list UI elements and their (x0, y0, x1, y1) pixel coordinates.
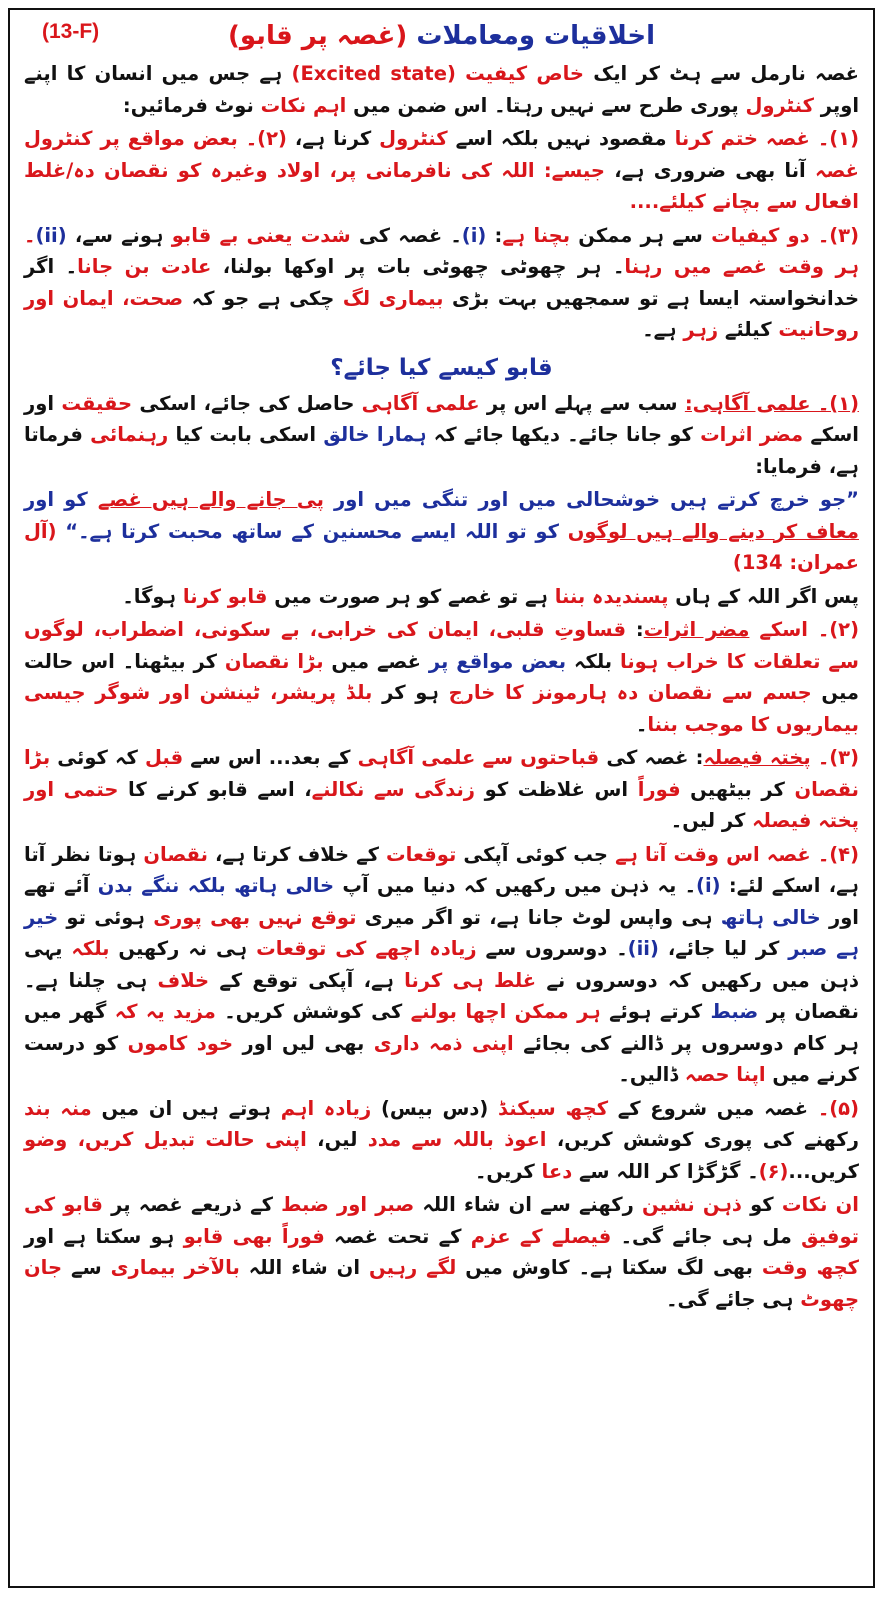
text-run: معاف کر دینے والے ہیں لوگوں (567, 519, 859, 543)
text-run: جیسے: اللہ کی نافرمانی پر، اولاد وغیرہ کو نقصان دہ/غلط افعال سے بچانے کیلئے.... (24, 158, 859, 213)
text-run: بھی لیں اور (233, 1031, 374, 1055)
text-run: قباحتوں سے علمی آگاہی (357, 746, 600, 769)
text-run: گھر میں ہر کام دوسروں پر ڈالنے کی بجائے (24, 1000, 859, 1055)
text-run: کے تحت غصہ (324, 1224, 471, 1248)
text-run: خیر ہے صبر (24, 905, 860, 960)
text-run: اپنی حالت تبدیل کریں، وضو (24, 1128, 307, 1151)
text-run: قابو کرنا (182, 584, 268, 608)
text-run: خود کاموں (127, 1031, 233, 1055)
text-run: ہے تو غصے کو ہر صورت میں (267, 584, 555, 608)
text-run: ان شاء اللہ (239, 1256, 370, 1279)
text-run: کر لیں۔ (670, 809, 753, 832)
text-run: زندگی سے نکالنے (311, 777, 476, 801)
text-run: مل ہی جائے گی۔ (611, 1224, 802, 1248)
text-run: خلاف (157, 968, 210, 992)
text-run: کچھ سیکنڈ (498, 1096, 609, 1120)
text-run: ضبط (710, 1000, 759, 1023)
text-run: بلکہ (71, 937, 110, 960)
text-run: ہے۔ (642, 318, 684, 341)
text-run: ۔ دوسروں سے (476, 937, 628, 960)
text-run: حقیقت (61, 391, 133, 415)
text-run: ڈالیں۔ (618, 1063, 685, 1086)
text-run: بڑا نقصان (24, 746, 860, 801)
text-run: ”جو خرچ کرتے ہیں خوشحالی میں اور تنگی میں اور (323, 488, 859, 511)
text-run: (۳)۔ دو کیفیات (711, 223, 859, 247)
text-run: کو تو اللہ ایسے محسنین کے ساتھ محبت کرتا ہے۔“ (56, 519, 568, 543)
text-run: کریں۔ (474, 1159, 542, 1183)
text-run: ان نکات (781, 1193, 859, 1216)
document-body (24, 58, 859, 1315)
text-run: سے ہر ممکن (570, 223, 712, 247)
text-run: : (486, 223, 503, 247)
text-run: بلڈ پریشر، ٹینشن اور شوگر جیسی بیماریوں کا موجب بننا (24, 681, 859, 736)
text-run: فوراً (637, 777, 681, 801)
text-run: کریں... (788, 1159, 859, 1183)
text-run: ہمارا خالق (323, 423, 427, 446)
text-run: رکھنے سے ان شاء اللہ (414, 1193, 643, 1216)
text-run: مضر اثرات (700, 423, 804, 446)
text-run: قساوتِ قلبی، ایمان کی خرابی، بے سکونی، اضطراب، لوگوں سے تعلقات کا خراب ہونا (24, 618, 859, 673)
text-run: : (626, 618, 644, 641)
text-run: کو اور (24, 488, 98, 511)
text-run: قبل (144, 746, 184, 769)
text-run: ۔ ہر وقت غصے میں رہنا (24, 223, 860, 278)
text-run: (i) (696, 874, 721, 897)
text-run: غلط ہی کرنا (404, 968, 537, 992)
text-run: زہر (683, 318, 719, 341)
text-run: آئے تھے اور (24, 874, 859, 929)
text-run: (۱)۔ غصہ (757, 127, 859, 150)
text-run: مضر اثرات (643, 618, 750, 641)
text-run: ہو کر (372, 681, 449, 704)
text-run: اسکی بابت کیا (168, 423, 324, 446)
quran-verse (24, 484, 859, 579)
text-run: اعوذ باللہ سے مدد (367, 1128, 547, 1151)
text-run: ہی نہ رکھیں (109, 937, 257, 960)
text-run: فوراً بھی قابو (183, 1224, 325, 1248)
text-run: جسم سے نقصان دہ ہارمونز کا خارج (448, 681, 812, 704)
text-run: مقصود نہیں بلکہ اسے (447, 127, 675, 150)
text-run: ۔ یہ ذہن میں رکھیں کہ دنیا میں آپ (334, 874, 697, 897)
text-run: ، اسے قابو کرنے کا (118, 777, 312, 801)
page-code: (13-F) (42, 20, 100, 43)
text-run: سب سے پہلے اس پر (479, 391, 685, 415)
text-run: زیادہ اہم (280, 1096, 372, 1120)
text-run: خاص کیفیت (Excited state) (291, 62, 584, 85)
text-run: ہے جس میں انسان کا اپنے اوپر (24, 62, 859, 117)
text-run: غصہ میں شروع کے (608, 1096, 809, 1120)
text-run: لگے رہیں (369, 1256, 457, 1279)
page-header (24, 16, 859, 58)
text-run: (۲)۔ بعض مواقع پر کنٹرول غصہ (24, 127, 859, 182)
step-4-paragraph (24, 839, 859, 1091)
text-run: عادت بن جانا (77, 255, 212, 278)
text-run: کچھ وقت (761, 1256, 859, 1279)
text-run: (ii) (35, 223, 67, 247)
text-run: ہے، آپکی توقع کے (209, 968, 405, 992)
text-run: دعا (541, 1159, 573, 1183)
text-run: ۔ اگر خدانخواستہ ایسا ہے تو سمجھیں بہت بڑی (24, 255, 859, 310)
text-run: کنٹرول (745, 93, 814, 117)
text-run: (i) (461, 223, 487, 247)
text-run: بڑا نقصان (224, 649, 324, 673)
intro-paragraph (24, 58, 859, 121)
text-run: آنا بھی ضروری ہے، (604, 158, 816, 182)
text-run: ہوتا نظر آتا ہے، اسکے لئے: (24, 842, 859, 897)
text-run: کنٹرول (379, 127, 448, 150)
conclusion-paragraph (24, 581, 859, 613)
text-run: ہوگا۔ (122, 584, 183, 608)
step-1-paragraph (24, 388, 859, 483)
text-run: منہ بند (24, 1096, 92, 1120)
text-run: اس غلاظت کو (475, 777, 638, 801)
text-run: بچنا ہے (502, 223, 571, 247)
text-run: (۴)۔ غصہ اس وقت آتا ہے (615, 842, 859, 866)
text-run: ہونے سے، (66, 223, 172, 247)
text-run: یہی ذہن میں رکھیں کہ دوسروں نے (24, 937, 859, 992)
text-run: کر لیا جائے، (658, 937, 789, 960)
text-run: اور اسکے (24, 391, 859, 446)
text-run: نقصان (143, 842, 208, 866)
text-run: زیادہ اچھے کی توقعات (256, 937, 477, 960)
text-run: (۲)۔ اسکے (749, 618, 859, 641)
text-run: حتمی اور پختہ فیصلہ (24, 777, 859, 832)
text-run: فیصلے کے عزم (470, 1224, 612, 1248)
section-subheading: قابو کیسے کیا جائے؟ (330, 354, 553, 381)
text-run: چکی ہے جو کہ (183, 286, 343, 310)
text-run: رہنمائی (90, 423, 169, 446)
text-run: ۔ ہر چھوٹی چھوٹی بات پر اوکھا بولنا، (211, 255, 625, 278)
text-run: ہوئی تو (58, 905, 154, 929)
text-run: ہو سکتا ہے اور (24, 1224, 184, 1248)
text-run: بیماری لگ (342, 286, 444, 310)
text-run: سے (62, 1256, 111, 1279)
text-run: کے بعد... اس سے (183, 746, 358, 769)
text-run: ہی واپس لوٹ جانا ہے، تو اگر میری (356, 905, 721, 929)
text-run: غصے میں (323, 649, 429, 673)
text-run: کیلئے (718, 318, 779, 341)
text-run: پسندیدہ بننا (554, 584, 669, 608)
text-run: (۱)۔ علمی آگاہی: (684, 391, 859, 415)
text-run: ۔ گڑگڑا کر اللہ سے (572, 1159, 759, 1183)
text-run: (۶) (758, 1159, 789, 1183)
text-run: جب کوئی آپکی (456, 842, 616, 866)
text-run: جان چھوٹ (24, 1256, 859, 1311)
text-run: (۵)۔ (808, 1096, 859, 1120)
title-main: اخلاقیات ومعاملات (416, 21, 655, 51)
title-sub: (غصہ پر قابو) (228, 21, 408, 51)
text-run: (آل عمران: 134) (24, 519, 859, 574)
text-run: بالآخر بیماری (110, 1256, 240, 1279)
text-run: صبر اور ضبط (281, 1193, 415, 1216)
text-run: رکھنے کی پوری کوشش کریں، (546, 1128, 859, 1151)
text-run: کو درست کرنے میں (24, 1031, 859, 1086)
text-run: شدت یعنی بے قابو (171, 223, 351, 247)
text-run: حاصل کی جائے، اسکی (132, 391, 362, 415)
text-run: پس اگر اللہ کے ہاں (668, 584, 859, 608)
text-run: کرنا ہے، (286, 127, 380, 150)
text-run: توقع نہیں بھی پوری (153, 905, 357, 929)
text-run: اہم نکات (260, 93, 347, 117)
text-run: غصہ نارمل سے ہٹ کر ایک (583, 62, 859, 85)
text-run: اپنا حصہ (684, 1063, 766, 1086)
text-run: علمی آگاہی (361, 391, 480, 415)
text-run: (ii) (627, 937, 659, 960)
text-run: کو (741, 1193, 782, 1216)
text-run: ہر ممکن اچھا بولنے (410, 1000, 601, 1023)
text-run: ذہن نشین (642, 1193, 742, 1216)
text-run: ختم کرنا (674, 127, 758, 150)
closing-paragraph (24, 1189, 859, 1315)
text-run: کے ذریعے غصہ پر (102, 1193, 282, 1216)
page-title (24, 16, 859, 56)
text-run: توقعات (386, 842, 457, 866)
step-3-paragraph (24, 742, 859, 837)
text-run: نوٹ فرمائیں: (122, 93, 261, 117)
text-run: ہی چلنا ہے۔ نقصان پر (24, 968, 859, 1023)
text-run: ۔ غصہ کی (350, 223, 462, 247)
text-run: ہی جائے گی۔ (666, 1287, 801, 1311)
text-run: (دس بیس) (371, 1096, 499, 1120)
text-run: بعض مواقع پر (428, 649, 567, 673)
text-run: : غصہ کی (599, 746, 704, 769)
text-run: مزید یہ کہ (114, 1000, 216, 1023)
text-run: بلکہ (566, 649, 621, 673)
text-run: کی کوشش کریں۔ (215, 1000, 411, 1023)
text-run: کر بیٹھنا۔ اس حالت میں (24, 649, 859, 704)
point-1-2-paragraph (24, 123, 859, 218)
text-run: صحت، ایمان اور روحانیت (24, 286, 859, 341)
text-run: فرماتا ہے، فرمایا: (24, 423, 859, 478)
text-run: کے خلاف کرتا ہے، (207, 842, 387, 866)
text-run: پوری طرح سے نہیں رہتا۔ اس ضمن میں (346, 93, 746, 117)
text-run: پی جانے والے ہیں غصے (97, 488, 324, 511)
text-run: ہوتے ہیں ان میں (91, 1096, 281, 1120)
text-run: (۳)۔ (810, 746, 859, 769)
text-run: کو جانا جائے۔ دیکھا جائے کہ (426, 423, 701, 446)
step-5-paragraph (24, 1093, 859, 1188)
text-run: خالی ہاتھ بلکہ ننگے بدن (97, 874, 335, 897)
text-run: بھی لگ سکتا ہے۔ کاوش میں (456, 1256, 762, 1279)
text-run: کہ کوئی (50, 746, 145, 769)
text-run: قابو کی توفیق (24, 1193, 859, 1248)
text-run: کرتے ہوئے (600, 1000, 711, 1023)
text-run: لیں، (306, 1128, 368, 1151)
text-run: پختہ فیصلہ (703, 746, 811, 769)
step-2-paragraph (24, 614, 859, 740)
text-run: اپنی ذمہ داری (373, 1031, 514, 1055)
document-page (8, 8, 875, 1588)
text-run: خالی ہاتھ (720, 905, 821, 929)
text-run: کر بیٹھیں (680, 777, 795, 801)
point-3-paragraph (24, 220, 859, 346)
text-run: ۔ (635, 712, 648, 736)
